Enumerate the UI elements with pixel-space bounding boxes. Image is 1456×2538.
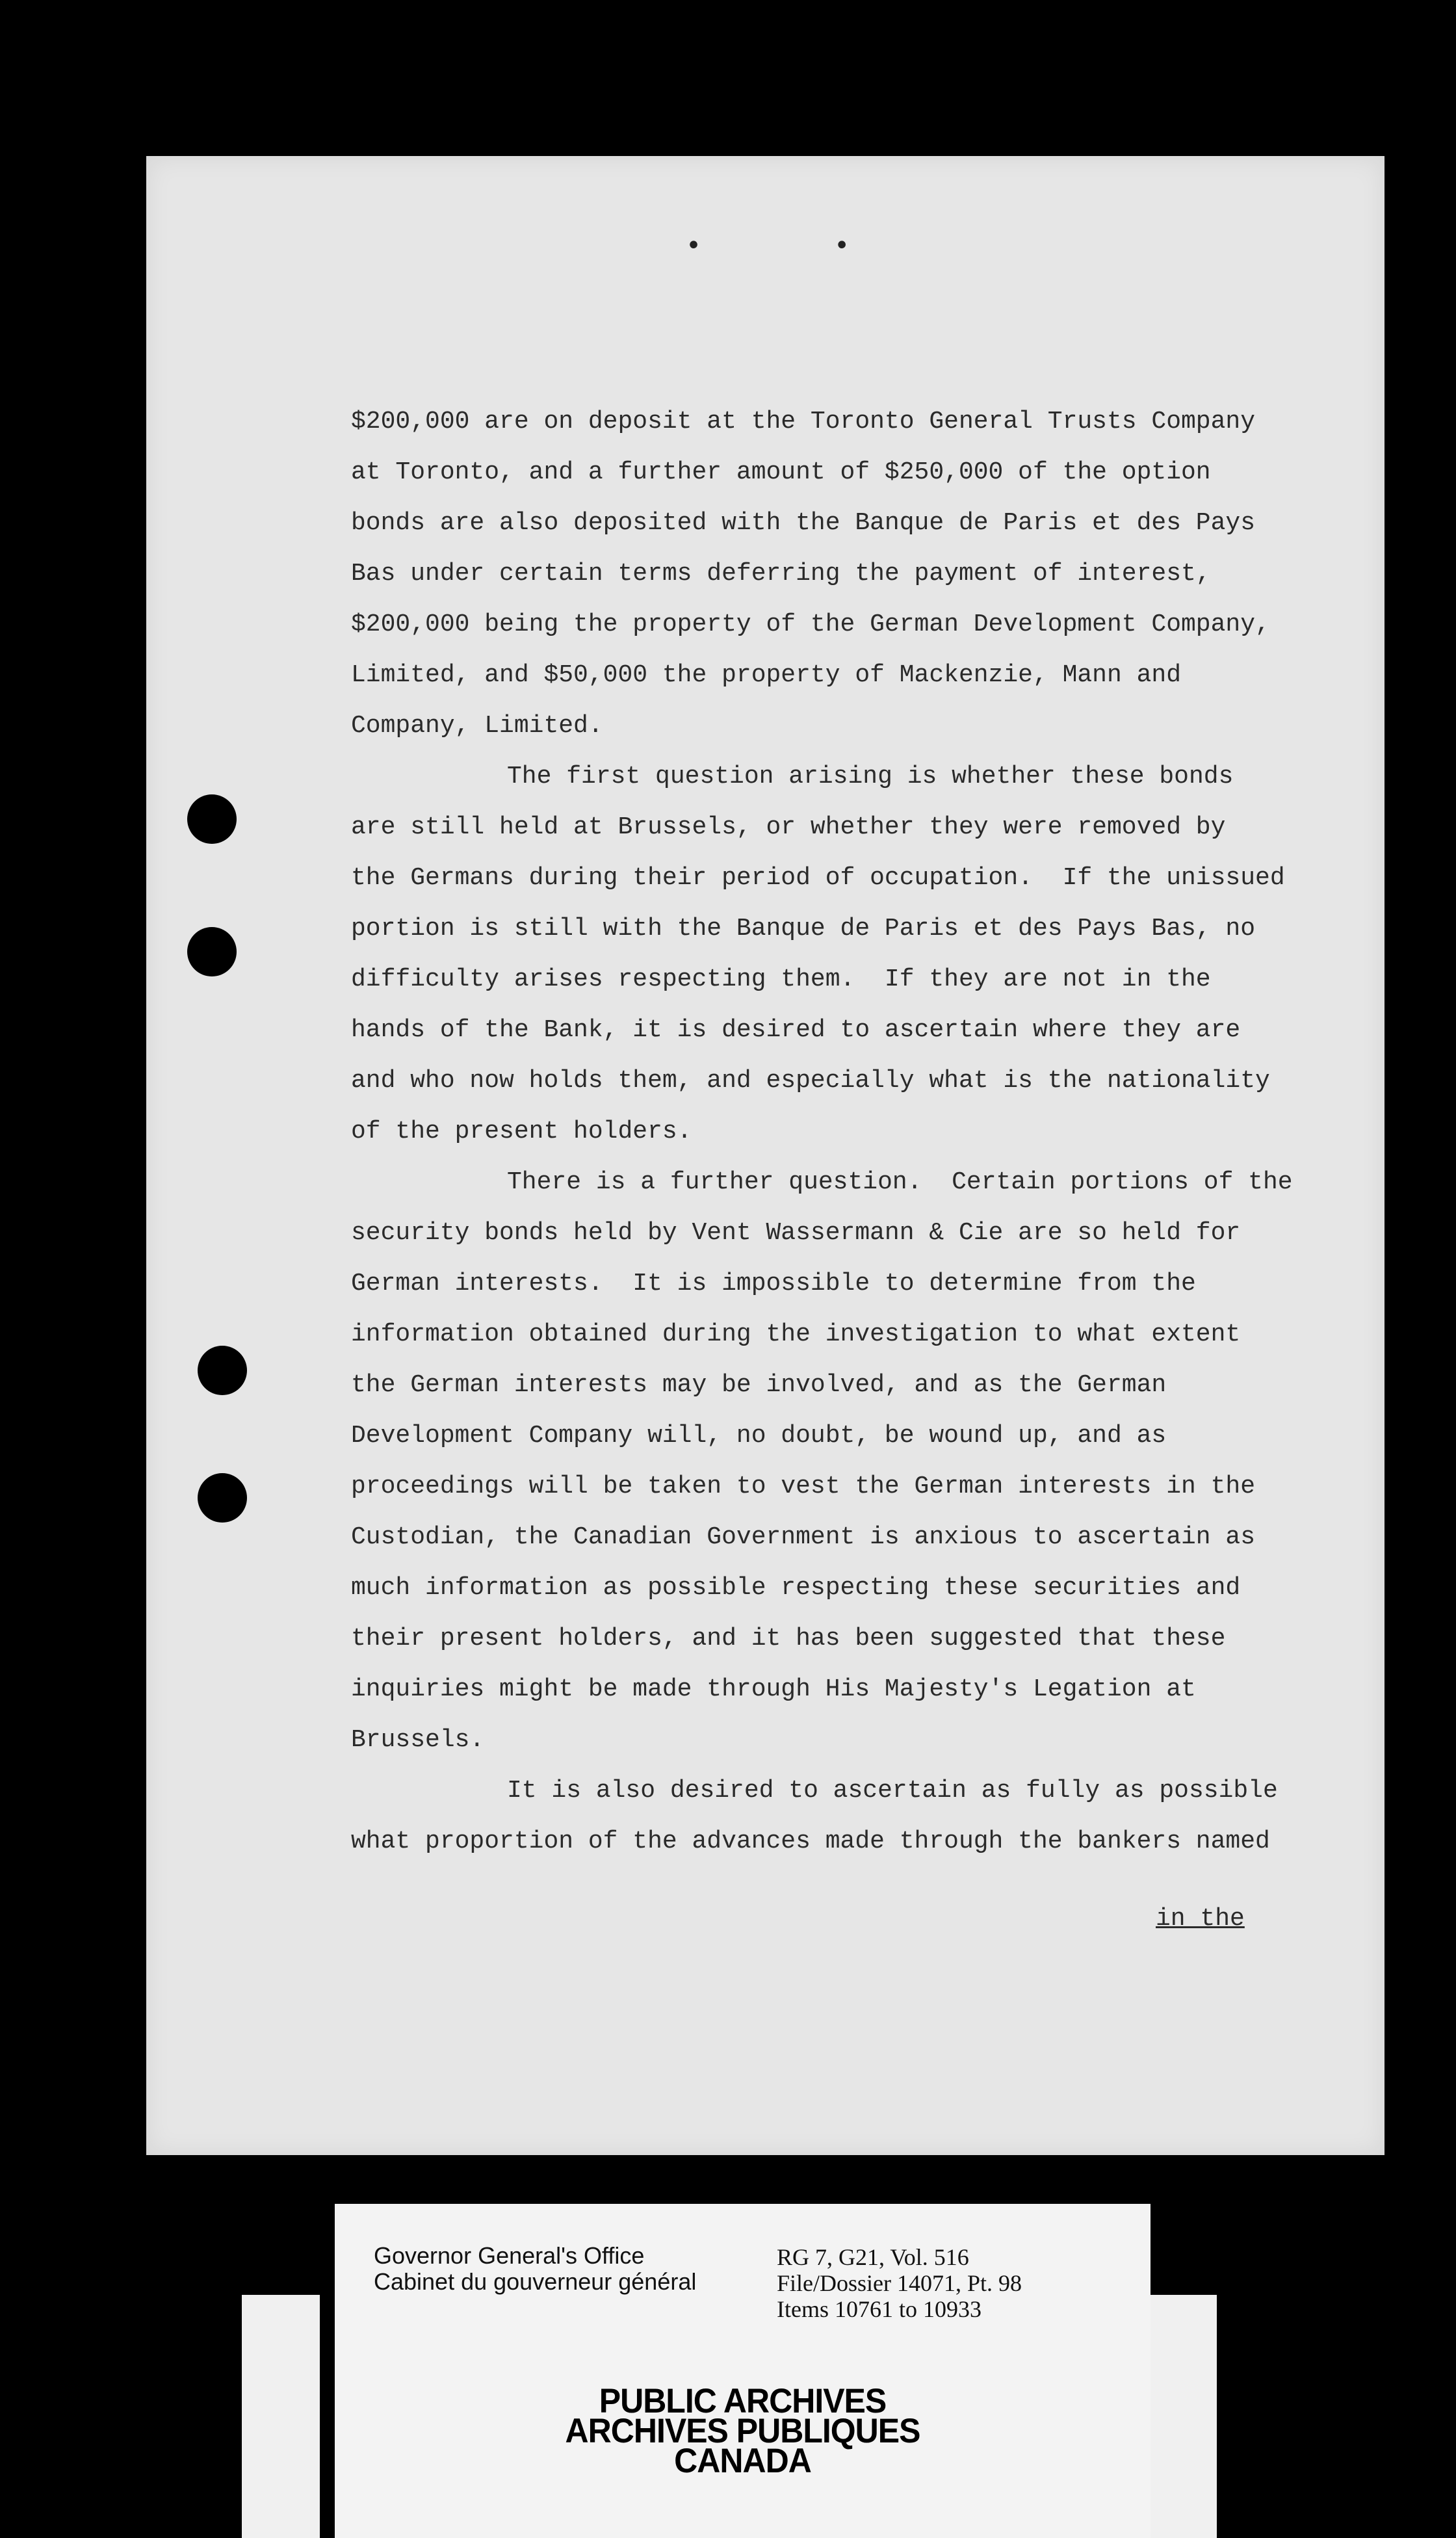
document-line: Development Company will, no doubt, be wound up, and as bbox=[351, 1422, 1167, 1450]
document-line: are still held at Brussels, or whether they were removed by bbox=[351, 813, 1226, 841]
document-line: Bas under certain terms deferring the payment of interest, bbox=[351, 560, 1211, 588]
document-line: difficulty arises respecting them. If they are not in the bbox=[351, 965, 1211, 993]
document-line: portion is still with the Banque de Paris et des Pays Bas, no bbox=[351, 915, 1256, 943]
record-group: RG 7, G21, Vol. 516 bbox=[777, 2244, 969, 2270]
document-line: inquiries might be made through His Majesty's Legation at bbox=[351, 1675, 1196, 1703]
document-line: $200,000 are on deposit at the Toronto General Trusts Company bbox=[351, 408, 1256, 436]
document-line: and who now holds them, and especially what is the nationality bbox=[351, 1067, 1270, 1095]
file-number: File/Dossier 14071, Pt. 98 bbox=[777, 2270, 1022, 2296]
document-line: information obtained during the investigation to what extent bbox=[351, 1320, 1241, 1348]
document-line: the Germans during their period of occupation. If the unissued bbox=[351, 864, 1285, 892]
document-body bbox=[351, 397, 1365, 1867]
document-line: the German interests may be involved, and as the German bbox=[351, 1371, 1167, 1399]
office-english: Governor General's Office bbox=[374, 2242, 645, 2269]
document-line: what proportion of the advances made through the bankers named bbox=[351, 1827, 1270, 1855]
document-line: Limited, and $50,000 the property of Mackenzie, Mann and bbox=[351, 661, 1182, 689]
document-line: security bonds held by Vent Wassermann & Cie are so held for bbox=[351, 1219, 1241, 1247]
document-line: Company, Limited. bbox=[351, 712, 603, 740]
document-line: bonds are also deposited with the Banque de Paris et des Pays bbox=[351, 509, 1256, 537]
document-line: German interests. It is impossible to determine from the bbox=[351, 1270, 1196, 1298]
office-french: Cabinet du gouverneur général bbox=[374, 2268, 697, 2295]
reference-block bbox=[777, 2244, 1022, 2322]
document-line: It is also desired to ascertain as fully as possible bbox=[507, 1777, 1278, 1805]
page-specks: • • bbox=[686, 231, 909, 261]
document-line: proceedings will be taken to vest the German interests in the bbox=[351, 1472, 1256, 1500]
punch-hole bbox=[187, 794, 237, 844]
document-line: of the present holders. bbox=[351, 1118, 692, 1145]
office-block bbox=[374, 2243, 696, 2295]
punch-hole bbox=[198, 1346, 247, 1395]
archives-country: CANADA bbox=[674, 2441, 811, 2480]
document-line: There is a further question. Certain portions of the bbox=[507, 1168, 1293, 1196]
punch-hole bbox=[198, 1473, 247, 1523]
item-range: Items 10761 to 10933 bbox=[777, 2296, 982, 2322]
catchword: in the bbox=[1156, 1905, 1245, 1933]
punch-hole bbox=[187, 927, 237, 976]
archives-english: PUBLIC ARCHIVES bbox=[599, 2381, 887, 2420]
document-line: their present holders, and it has been suggested that these bbox=[351, 1625, 1226, 1653]
document-line: The first question arising is whether these bonds bbox=[507, 763, 1234, 791]
label-tab-right bbox=[1139, 2295, 1217, 2538]
label-tab-left bbox=[242, 2295, 320, 2538]
document-line: hands of the Bank, it is desired to ascertain where they are bbox=[351, 1016, 1241, 1044]
document-line: much information as possible respecting these securities and bbox=[351, 1574, 1241, 1602]
document-line: $200,000 being the property of the German Development Company, bbox=[351, 610, 1270, 638]
archives-french: ARCHIVES PUBLIQUES bbox=[565, 2411, 920, 2450]
archives-stamp bbox=[335, 2381, 1150, 2480]
document-line: at Toronto, and a further amount of $250,000 of the option bbox=[351, 458, 1211, 486]
archive-label bbox=[335, 2204, 1150, 2538]
document-line: Brussels. bbox=[351, 1726, 485, 1754]
document-line: Custodian, the Canadian Government is anxious to ascertain as bbox=[351, 1523, 1256, 1551]
